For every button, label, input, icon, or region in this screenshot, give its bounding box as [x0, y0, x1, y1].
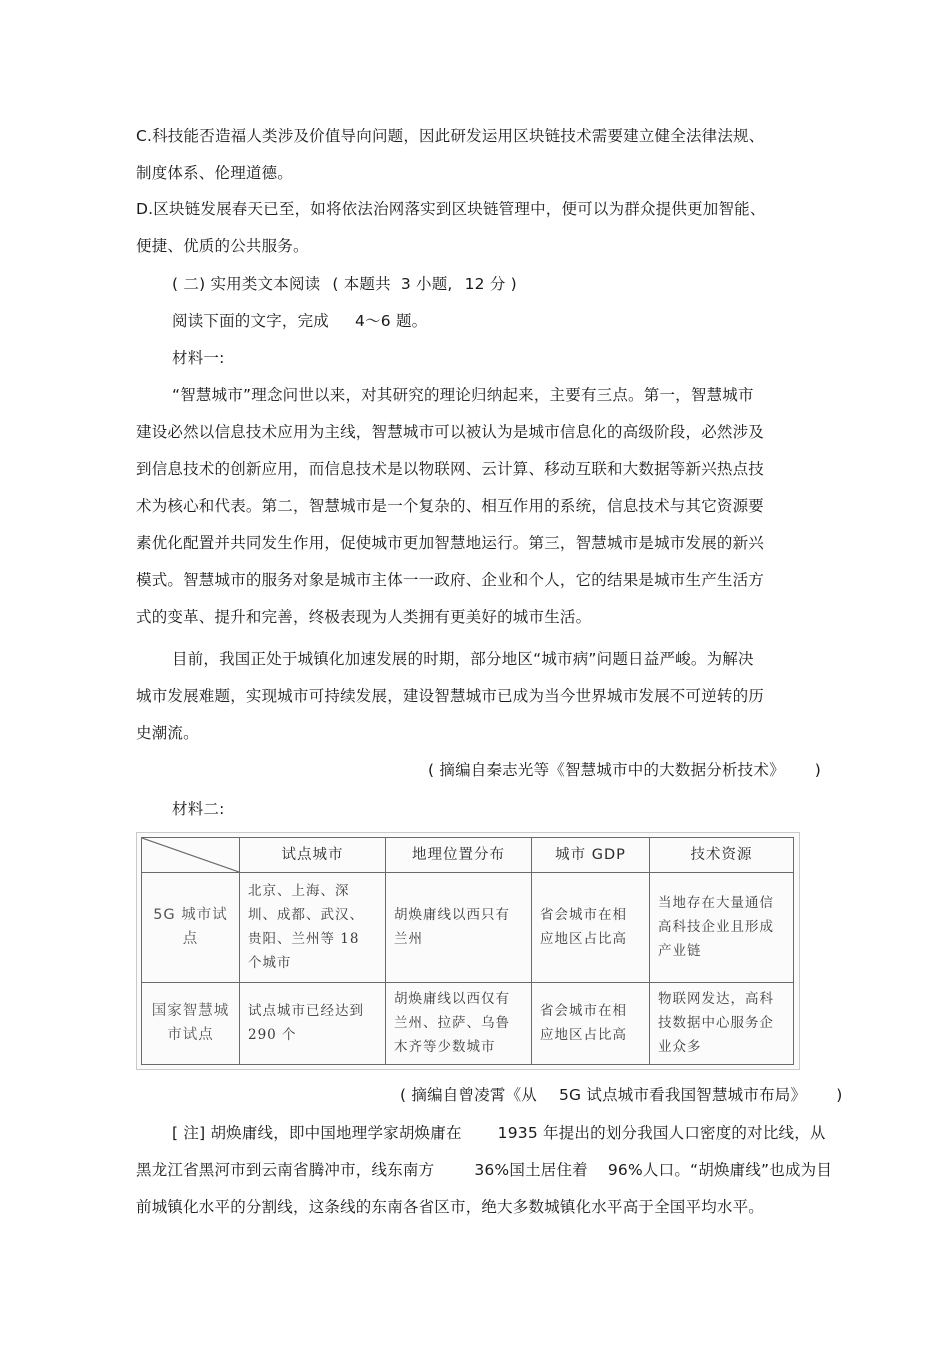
material2-source [400, 1085, 842, 1105]
pilot-city-table [141, 837, 794, 1065]
note-part: 96%人口。“胡焕庸线”也成为目 [607, 1161, 833, 1179]
table-image [136, 832, 800, 1070]
table-header: 城市 GDP [532, 838, 650, 873]
instruction-part: 4～6 题。 [355, 312, 428, 330]
option-d-line2: 便捷、优质的公共服务。 [136, 237, 309, 255]
table-row-head: 5G 城市试点 [142, 873, 240, 983]
source-text: ( 摘编自秦志光等《智慧城市中的大数据分析技术》 [428, 761, 785, 779]
table-cell: 当地存在大量通信高科技企业且形成产业链 [650, 873, 794, 983]
source-text: ( 摘编自曾凌霄《从 [400, 1086, 537, 1104]
option-c-line1: C.科技能否造福人类涉及价值导向问题，因此研发运用区块链技术需要建立健全法律法规、 [136, 127, 765, 145]
corner-diagonal [142, 838, 239, 872]
material1-line: “智慧城市”理念问世以来，对其研究的理论归纳起来，主要有三点。第一，智慧城市 [172, 386, 754, 404]
table-corner-cell [142, 838, 240, 873]
table-header: 技术资源 [650, 838, 794, 873]
option-d-line1: D.区块链发展春天已至，如将依法治网落实到区块链管理中，便可以为群众提供更加智能、 [136, 200, 766, 218]
table-row-head: 国家智慧城市试点 [142, 982, 240, 1064]
note-line: 前城镇化水平的分割线，这条线的东南各省区市，绝大多数城镇化水平高于全国平均水平。 [136, 1198, 765, 1216]
table-row [142, 982, 794, 1064]
table-cell: 试点城市已经达到 290 个 [240, 982, 386, 1064]
material1-para2-line: 史潮流。 [136, 724, 199, 742]
table-row [142, 873, 794, 983]
table-cell: 胡焕庸线以西只有兰州 [386, 873, 532, 983]
table-header-row [142, 838, 794, 873]
section-title-part: 3 小题, [400, 275, 453, 293]
material1-line: 式的变革、提升和完善，终极表现为人类拥有更美好的城市生活。 [136, 608, 592, 626]
source-close: ) [836, 1086, 843, 1104]
table-header: 地理位置分布 [386, 838, 532, 873]
material1-line: 模式。智慧城市的服务对象是城市主体一一政府、企业和个人，它的结果是城市生产生活方 [136, 571, 765, 589]
table-header: 试点城市 [240, 838, 386, 873]
section-title-part: ( 本题共 [332, 275, 391, 293]
material1-para2-line: 城市发展难题，实现城市可持续发展，建设智慧城市已成为当今世界城市发展不可逆转的历 [136, 687, 765, 705]
note-part: [ 注] 胡焕庸线，即中国地理学家胡焕庸在 [172, 1124, 462, 1142]
section-title [172, 274, 517, 294]
section-title-part: ( 二) 实用类文本阅读 [172, 275, 321, 293]
table-cell: 物联网发达，高科技数据中心服务企业众多 [650, 982, 794, 1064]
note-part: 1935 年提出的划分我国人口密度的对比线，从 [497, 1124, 826, 1142]
material1-line: 建设必然以信息技术应用为主线，智慧城市可以被认为是城市信息化的高级阶段，必然涉及 [136, 423, 765, 441]
note-part: 黑龙江省黑河市到云南省腾冲市，线东南方 [136, 1161, 435, 1179]
section-instruction [172, 311, 427, 331]
note-line [172, 1123, 826, 1143]
table-cell: 胡焕庸线以西仅有兰州、拉萨、乌鲁木齐等少数城市 [386, 982, 532, 1064]
note-part: 36%国土居住着 [474, 1161, 588, 1179]
material2-label: 材料二: [172, 800, 225, 818]
table-cell: 省会城市在相应地区占比高 [532, 982, 650, 1064]
section-title-part: 12 分 ) [464, 275, 517, 293]
material1-line: 术为核心和代表。第二，智慧城市是一个复杂的、相互作用的系统，信息技术与其它资源要 [136, 497, 765, 515]
table-cell: 省会城市在相应地区占比高 [532, 873, 650, 983]
material1-label: 材料一: [172, 349, 225, 367]
material1-line: 到信息技术的创新应用，而信息技术是以物联网、云计算、移动互联和大数据等新兴热点技 [136, 460, 765, 478]
material1-line: 素优化配置并共同发生作用，促使城市更加智慧地运行。第三，智慧城市是城市发展的新兴 [136, 534, 765, 552]
source-close: ) [814, 761, 822, 779]
note-line [136, 1160, 832, 1180]
instruction-part: 阅读下面的文字，完成 [172, 312, 330, 330]
material1-source [428, 760, 821, 780]
option-c-line2: 制度体系、伦理道德。 [136, 164, 294, 182]
source-text: 5G 试点城市看我国智慧城市布局》 [558, 1086, 807, 1104]
material1-para2-line: 目前，我国正处于城镇化加速发展的时期，部分地区“城市病”问题日益严峻。为解决 [172, 650, 754, 668]
table-cell: 北京、上海、深圳、成都、武汉、贵阳、兰州等 18 个城市 [240, 873, 386, 983]
